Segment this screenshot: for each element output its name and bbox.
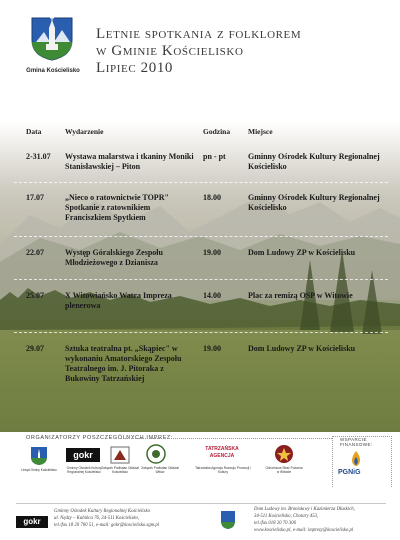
address-line: www.koscielisko.pl, e-mail: imprezy@koscielisko.pl <box>254 528 354 533</box>
row-place: Dom Ludowy ZP w Kościelisku <box>248 344 356 353</box>
address-line: 34-511 Kościelisko, Chotary 453, <box>254 514 319 519</box>
row-event: „Nieco o ratownictwie TOPR" Spotkanie z ratownikiem Franciszkiem Spytkiem <box>65 193 169 222</box>
row-event: Występ Góralskiego Zespołu Młodzieżowego z Dzianisza <box>65 248 163 267</box>
gokr-logo: gokr <box>66 448 100 462</box>
dom-ludowy-crest-icon <box>220 510 236 535</box>
row-date: 29.07 <box>26 344 44 353</box>
poster-title <box>96 26 301 77</box>
sponsor-name: PGNiG <box>338 469 361 476</box>
address-line: tel./fax 18 20 700 51, e-mail: gokr@koscielisko.zgm.pl <box>54 523 160 528</box>
row-hour: 14.00 <box>203 291 221 300</box>
address-line: tel./fax 018 20 70 306 <box>254 521 296 526</box>
row-place: Plac za remizą OSP w Witowie <box>248 291 353 300</box>
row-divider <box>14 279 388 280</box>
organizers-heading: ORGANIZATORZY POSZCZEGÓLNYCH IMPREZ: <box>26 435 173 441</box>
row-divider <box>14 182 388 183</box>
row-date: 22.07 <box>26 248 44 257</box>
row-date: 25.07 <box>26 291 44 300</box>
row-hour: 18.00 <box>203 193 221 202</box>
address-line: ul. Nędzy – Kubińca 76, 34-511 Kościelisko, <box>54 516 140 521</box>
row-hour: 19.00 <box>203 248 221 257</box>
row-date: 17.07 <box>26 193 44 202</box>
address-gokr <box>54 508 204 529</box>
footer <box>0 432 400 540</box>
footer-divider <box>16 503 386 504</box>
row-date: 2-31.07 <box>26 152 51 161</box>
row-place: Dom Ludowy ZP w Kościelisku <box>248 248 356 257</box>
gokr-footer-logo: gokr <box>16 516 48 528</box>
crest-caption: Gmina Kościelisko <box>26 68 80 74</box>
header-date: Data <box>26 127 42 136</box>
title-line-1: Letnie spotkania z folklorem <box>96 26 302 42</box>
header-event: Wydarzenie <box>65 127 104 136</box>
row-place: Gminny Ośrodek Kultury Regionalnej Kościelisko <box>248 152 380 171</box>
heading-rule <box>120 438 332 439</box>
title-line-3: Lipiec 2010 <box>96 60 174 76</box>
address-line: Gminny Ośrodek Kultury Regionalnej Kościelisko <box>54 509 151 514</box>
header-hour: Godzina <box>203 127 231 136</box>
title-line-2: w Gminie Kościelisko <box>96 43 244 59</box>
row-divider <box>14 332 388 333</box>
row-event: X Witowiańsko Watra Impreza plenerowa <box>65 291 172 310</box>
address-dom-ludowy <box>254 506 398 534</box>
row-hour: pn - pt <box>203 152 226 161</box>
logo-caption: Związek Podhalan Oddział Kościelisko <box>101 466 139 474</box>
logo-caption: Urząd Gminy Kościelisko <box>21 468 57 472</box>
row-event: Wystawa malarstwa i tkaniny Moniki Stanisławskiej – Piton <box>65 152 194 171</box>
logo-caption: Związek Podhalan Oddział Witów <box>141 466 179 474</box>
support-heading: WSPARCIE FINANSOWE: <box>340 437 373 447</box>
row-divider <box>14 236 388 237</box>
address-line: Dom Ludowy im. Bronisławy i Kazimierza Dłuskich, <box>254 507 355 512</box>
row-place: Gminny Ośrodek Kultury Regionalnej Kościelisko <box>248 193 380 212</box>
logo-caption: Tatrzańska Agencja Rozwoju Promocji i Kultury <box>195 466 251 474</box>
row-hour: 19.00 <box>203 344 221 353</box>
gmina-crest-logo <box>28 14 76 62</box>
logo-caption: Gminny Ośrodek Kultury Regionalnej Kościelisko <box>66 466 102 474</box>
header-place: Miejsce <box>248 127 273 136</box>
tatrzanska-agencja-logo: TATRZAŃSKA AGENCJA <box>205 446 239 459</box>
row-event: Sztuka teatralna pt. „Skąpiec" w wykonaniu Amatorskiego Zespołu Teatralnego im. J. Pitoraka z Bukowiny Tatrzańskiej <box>65 344 182 383</box>
logo-caption: Ochotnicza Straż Pożarna w Witowie <box>265 466 303 474</box>
